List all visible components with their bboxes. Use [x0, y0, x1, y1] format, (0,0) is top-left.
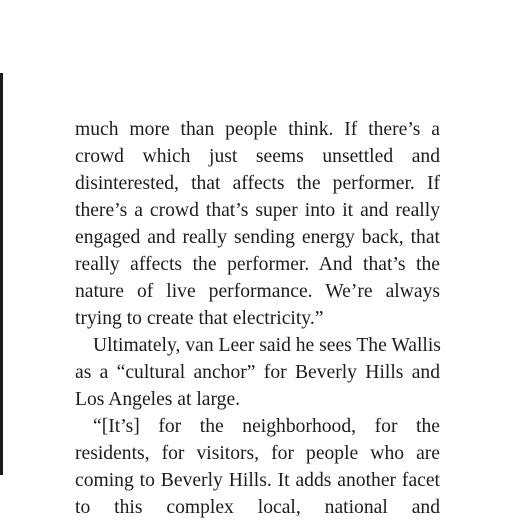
body-line: there’s a crowd that’s super into it and really: [75, 200, 440, 221]
body-line: coming to Beverly Hills. It adds another facet: [75, 470, 440, 491]
body-line: as a “cultural anchor” for Beverly Hills and: [75, 362, 440, 383]
body-line: crowd which just seems unsettled and: [75, 146, 440, 167]
body-line: residents, for visitors, for people who are: [75, 443, 440, 464]
body-line: nature of live performance. We’re always: [75, 281, 440, 302]
article-body: [75, 116, 440, 521]
body-line: to this complex local, national and: [75, 497, 440, 518]
body-line: Ultimately, van Leer said he sees The Wallis: [93, 335, 441, 356]
page-gutter-rule: [0, 73, 3, 475]
body-line: trying to create that electricity.”: [75, 308, 324, 329]
body-line: Los Angeles at large.: [75, 389, 241, 410]
body-line: disinterested, that affects the performer. If: [75, 173, 440, 194]
body-line: engaged and really sending energy back, that: [75, 227, 440, 248]
body-line: “[It’s] for the neighborhood, for the: [93, 416, 440, 437]
body-line: much more than people think. If there’s a: [75, 119, 440, 140]
body-line: really affects the performer. And that’s the: [75, 254, 440, 275]
